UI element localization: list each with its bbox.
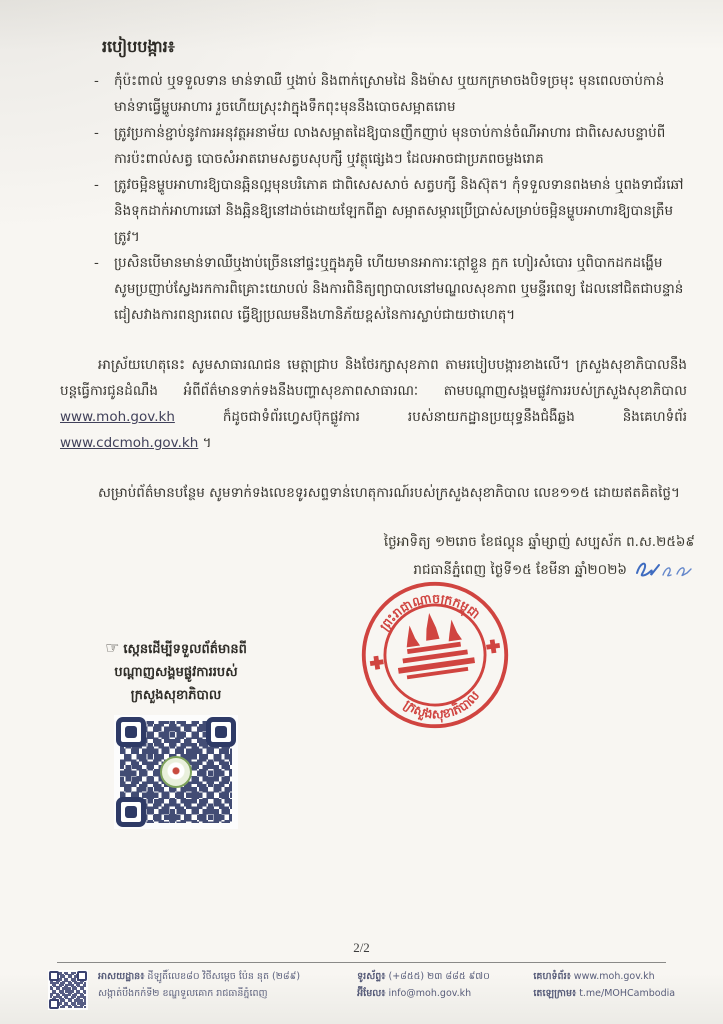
closing-paragraph (60, 352, 687, 478)
telegram-link[interactable]: t.me/MOHCambodia (579, 988, 676, 999)
social-media-qr-panel (56, 636, 296, 848)
website-label: គេហទំព័រ៖ (533, 971, 571, 982)
paragraph-text: អាស្រ័យហេតុនេះ សូមសាធារណជន មេត្តាជ្រាប និងថែរក្សាសុខភាព តាមរបៀបបង្ការខាងលើ។ ក្រសួងសុខាភិបាលនឹងបន្តធ្វើការជូនដំណឹង អំពីព័ត៌មានទាក់ទងនឹងបញ្ហាសុខភាពសាធារណៈ តាមបណ្ដាញសង្គមផ្លូវការរបស់ក្រសួងសុខាភិបាល (60, 357, 687, 399)
cdcmoh-website-link[interactable]: www.cdcmoh.gov.kh (60, 435, 199, 451)
qr-caption-line: បណ្ដាញសង្គមផ្លូវការរបស់ (114, 665, 238, 680)
qr-finder-icon (116, 797, 146, 827)
email-label: អ៊ីមែល៖ (357, 988, 386, 999)
footer-web-telegram (533, 968, 703, 1002)
qr-finder-icon (49, 999, 59, 1009)
social-qr-code (114, 715, 238, 829)
qr-finder-icon (116, 717, 146, 747)
phone-label: ទូរស័ព្ទ៖ (357, 971, 386, 982)
address-label: អាសយដ្ឋាន៖ (98, 971, 145, 982)
footer-website-link[interactable]: www.moh.gov.kh (573, 971, 655, 982)
bullet-dash: - (94, 255, 99, 271)
footer-address (98, 968, 357, 1002)
address-line: ដីឡូតិ៍លេខ៨០ វិថីសម្ដេច ប៉ែន នុត (២៨៩) (147, 971, 301, 982)
ministry-seal-stamp (358, 578, 512, 732)
moh-logo-icon (160, 756, 192, 788)
footer-phone-email (357, 968, 533, 1002)
prevention-section (60, 36, 687, 356)
telegram-label: តេឡេក្រាម៖ (533, 988, 577, 999)
gregorian-date-line: រាជធានីភ្នំពេញ ថ្ងៃទី១៥ ខែមីនា ឆ្នាំ២០២៦ (413, 562, 627, 578)
qr-caption-line: ស្កេនដើម្បីទទួលព័ត៌មានពី (123, 642, 247, 657)
phone-value: (+៨៥៥) ២៣ ៨៨៥ ៩៧០ (388, 971, 490, 982)
qr-finder-icon (206, 717, 236, 747)
list-item-text: កុំប៉ះពាល់ ឬទទួលទាន មាន់ទាឈឺ ឬងាប់ និងពាក់ស្រោមដៃ និងម៉ាស ឬយកក្រមាចងបិទច្រមុះ មុនពេលចាប់កាន់មាន់ទាធ្វើម្ហូបអាហារ រួចហើយស្រុះវាក្នុងទឹកពុះមុននឹងបោចសម្អាតរោម (114, 73, 665, 115)
qr-caption-line: ក្រសួងសុខាភិបាល (130, 688, 222, 703)
seal-bottom-text: ក្រសួងសុខាភិបាល (401, 687, 483, 722)
paragraph-text: សម្រាប់ព័ត៌មានបន្ថែម សូមទាក់ទងលេខទូរសព្ទទាន់ហេតុការណ៍របស់ក្រសួងសុខាភិបាល លេខ១១៥ ដោយឥតគិតថ្លៃ។ (98, 485, 680, 501)
page-number: 2/2 (353, 940, 370, 955)
bullet-dash: - (94, 125, 99, 141)
list-item-text: ត្រូវប្រកាន់ខ្ជាប់នូវការអនុវត្តអនាម័យ លាងសម្អាតដៃឱ្យបានញឹកញាប់ មុនចាប់កាន់ចំណីអាហារ ជាពិសេសបន្ទាប់ពីការប៉ះពាល់សត្វ បោចសំអាតរោមសត្វបសុបក្សី ឬវត្ថុផ្សេងៗ ដែលអាចជាប្រភពចម្លងរោគ (114, 125, 666, 167)
moh-website-link[interactable]: www.moh.gov.kh (60, 409, 175, 425)
paragraph-text: ។ (198, 435, 212, 451)
footer-contact-bar (48, 968, 703, 1020)
section-heading: របៀបបង្ការ៖ (102, 37, 175, 56)
address-line: សង្កាត់បឹងកក់ទី២ ខណ្ឌទួលគោក រាជធានីភ្នំពេញ (98, 988, 268, 999)
prevention-list (94, 68, 687, 328)
angkor-wat-icon (391, 608, 476, 681)
footer-divider (57, 962, 666, 963)
list-item (94, 120, 687, 172)
paragraph-text: ក៏ដូចជាទំព័រហ្វេសប៊ុកផ្លូវការ របស់នាយកដ្ឋានប្រយុទ្ធនឹងជំងឺឆ្លង និងគេហទំព័រ (174, 409, 687, 425)
list-item (94, 250, 687, 328)
list-item (94, 172, 687, 250)
seal-top-text: ព្រះរាជាណាចក្រកម្ពុជា (376, 590, 483, 634)
qr-finder-icon (49, 971, 59, 981)
list-item-text: ត្រូវចម្អិនម្ហូបអាហារឱ្យបានឆ្អិនល្អមុនបរិភោគ ជាពិសេសសាច់ សត្វបក្សី និងស៊ុត។ កុំទទួលទានពងមាន់ ឬពងទាជ័រឆៅ និងទុកដាក់អាហារឆៅ និងឆ្អិនឱ្យនៅដាច់ដោយឡែកពីគ្នា សម្អាតសម្ភារប្រើប្រាស់សម្រាប់ចម្អិនម្ហូបអាហារឱ្យបានត្រឹមត្រូវ។ (114, 177, 684, 245)
list-item (94, 68, 687, 120)
email-link[interactable]: info@moh.gov.kh (388, 988, 472, 999)
footer-qr-code (48, 970, 88, 1010)
lunar-date-line: ថ្ងៃអាទិត្យ ១២រោច ខែផល្គុន ឆ្នាំម្សាញ់ សប្បស័ក ព.ស.២៥៦៩ (383, 534, 695, 550)
bullet-dash: - (94, 73, 99, 89)
bullet-dash: - (94, 177, 99, 193)
qr-finder-icon (77, 971, 87, 981)
pointing-hand-icon: ☞ (105, 638, 120, 657)
signature-mark (633, 557, 695, 583)
list-item-text: ប្រសិនបើមានមាន់ទាឈឺឬងាប់ច្រើននៅផ្ទះឬក្នុងភូមិ ហើយមានអាការៈក្ដៅខ្លួន ក្អក ហៀរសំបោរ ឬពិបាកដកដង្ហើម សូមប្រញាប់ស្វែងរកការពិគ្រោះយោបល់ និងការពិនិត្យព្យាបាលនៅមណ្ឌលសុខភាព ឬមន្ទីរពេទ្យ ដែលនៅជិតជាបន្ទាន់ ជៀសវាងការពន្យារពេល ធ្វើឱ្យប្រឈមនឹងហានិភ័យខ្ពស់នៃការស្លាប់ជាយថាហេតុ។ (114, 255, 684, 323)
